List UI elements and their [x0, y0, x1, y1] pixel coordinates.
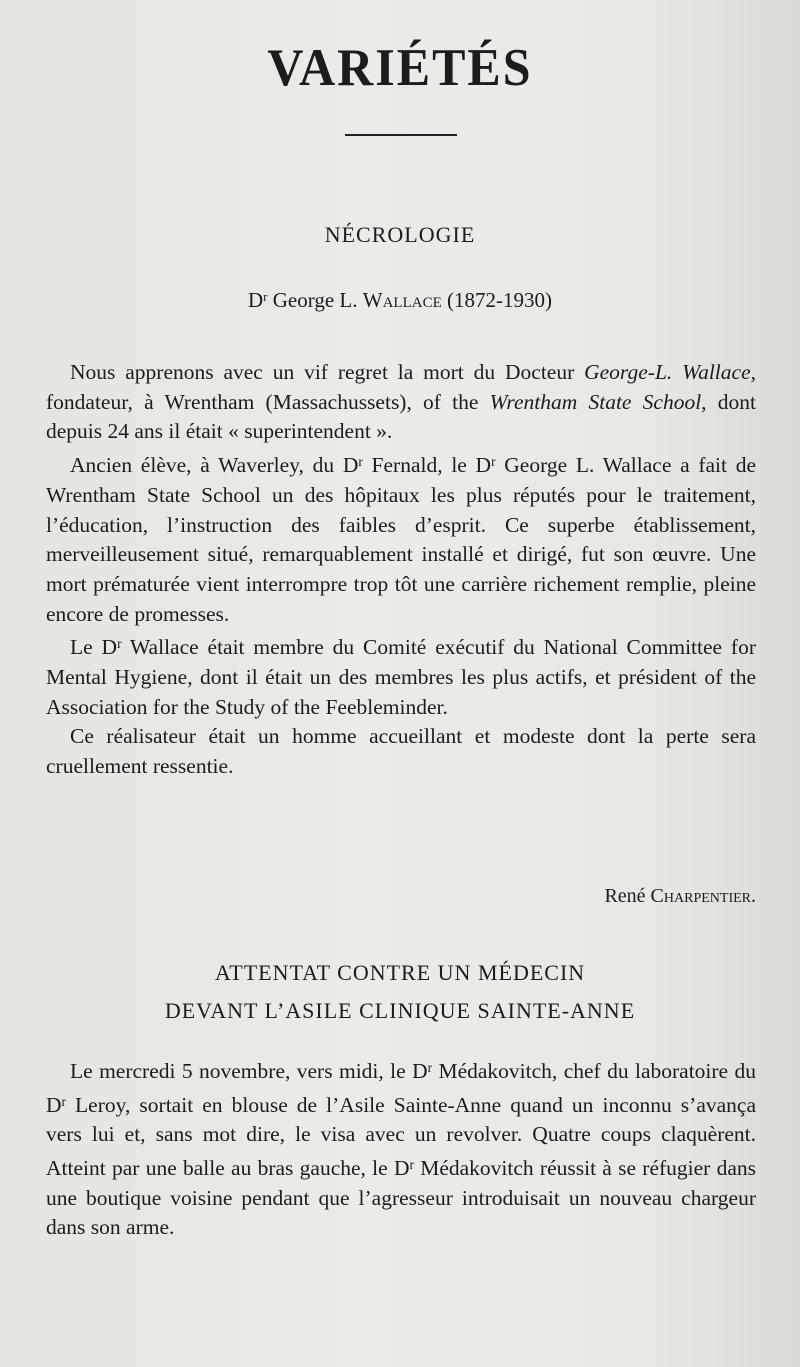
attentat-text-b: Médakovitch, chef du laboratoire du D [46, 1058, 756, 1117]
necrologie-paragraph-2 [46, 447, 756, 629]
necrologie-heading: NÉCROLOGIE [324, 222, 476, 247]
para3-text-b: Wallace était membre du Comité exécutif du National Committee for Mental Hygiene, dont il était un des membres les plus actifs, et président of the Association for the Study of the Feebleminder. [46, 635, 756, 719]
para2-text-c: George L. Wallace a fait de Wrentham State School un des hôpitaux les plus réputés pour le traitement, l’éducation, l’instruction des faibles d’esprit. Ce superbe établissement, merveilleusement situé, remarquablement installé et dirigé, fut son œuvre. Une mort prématurée vient interrompre trop tôt une carrière richement remplie, pleine encore de promesses. [46, 453, 757, 626]
attentat-heading-line-1: ATTENTAT CONTRE UN MÉDECIN [214, 960, 586, 985]
necrologie-paragraph-3 [46, 629, 756, 722]
para3-text-a: Le D [70, 635, 118, 660]
para2-sup-1: r [358, 454, 363, 470]
necrologie-paragraph-4: Ce réalisateur était un homme accueillant et modeste dont la perte sera cruellement ressentie. [46, 724, 756, 779]
page-title: VARIÉTÉS [267, 37, 533, 97]
subtitle-sup: r [263, 289, 268, 305]
title-rule [345, 134, 457, 136]
para1-text-b: fondateur, à Wrentham (Massachussets), of the [46, 389, 490, 414]
obituary-subtitle [0, 288, 800, 313]
attentat-sup-1: r [427, 1060, 433, 1075]
subtitle-name: George L. [267, 288, 363, 312]
para2-sup-2: r [491, 454, 496, 470]
para3-sup: r [117, 636, 122, 652]
attentat-text-d: Médakovitch réussit à se réfugier dans une boutique voisine pendant que l’agresseur introduisait un nouveau chargeur dans son arme. [46, 1156, 756, 1240]
attentat-sup-2: r [61, 1093, 66, 1109]
attentat-body [46, 1053, 756, 1243]
para2-text-b: Fernald, le D [362, 453, 492, 478]
attentat-text-a: Le mercredi 5 novembre, vers midi, le D [70, 1058, 428, 1083]
subtitle-dates: (1872-1930) [441, 288, 552, 312]
attentat-paragraph-1 [46, 1053, 756, 1243]
signature-first-name: René [604, 885, 651, 907]
signature-last-name: Charpentier. [650, 885, 756, 907]
attentat-sup-3: r [409, 1157, 414, 1173]
para1-text-c: dont depuis 24 ans il était « superintendent ». [46, 389, 756, 444]
para1-text-a: Nous apprenons avec un vif regret la mort du Docteur [70, 360, 585, 384]
signature [604, 885, 756, 908]
attentat-heading-line-2: DEVANT L’ASILE CLINIQUE SAINTE-ANNE [164, 998, 636, 1023]
necrologie-paragraph-1 [46, 358, 756, 447]
para1-school: Wrentham State School, [489, 389, 707, 414]
subtitle-prefix: D [248, 288, 264, 312]
para1-name: George-L. Wallace, [584, 360, 756, 384]
attentat-text-c: Leroy, sortait en blouse de l’Asile Sainte-Anne quand un inconnu s’avança vers lui et, sans mot dire, le visa avec un revolver. Quatre coups claquèrent. Atteint par une balle au bras gauche, le D [46, 1092, 756, 1181]
para2-text-a: Ancien élève, à Waverley, du D [70, 453, 359, 478]
necrologie-body [46, 358, 756, 782]
subtitle-surname: Wallace [362, 288, 442, 312]
